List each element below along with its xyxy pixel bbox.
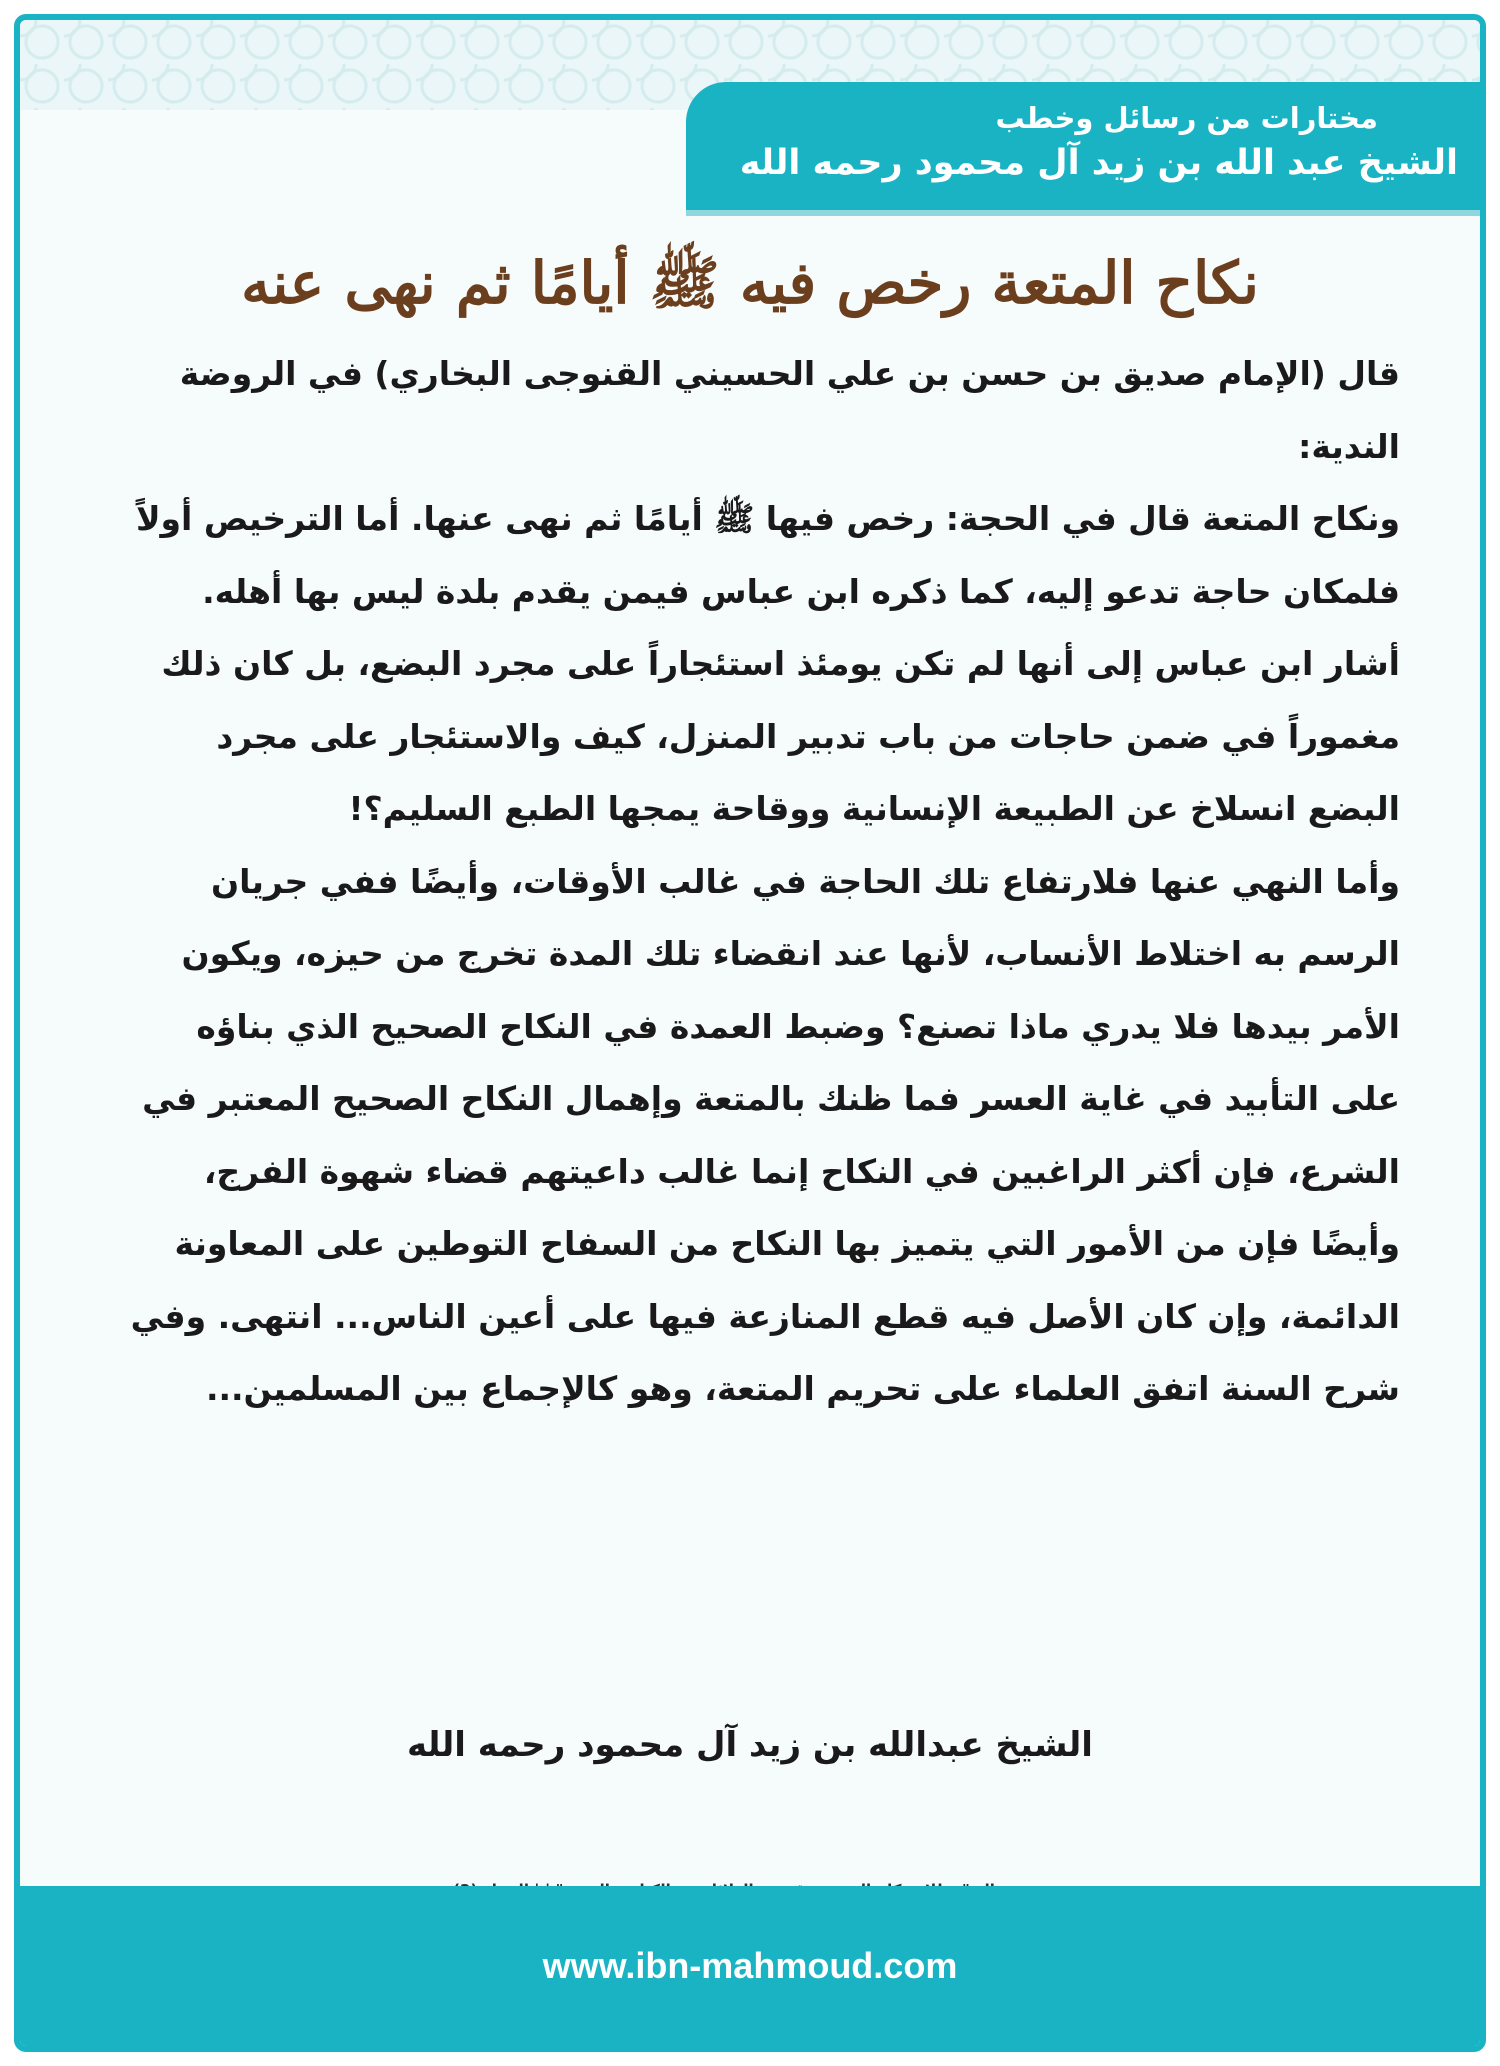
author-signature: الشيخ عبدالله بن زيد آل محمود رحمه الله [407,1725,1093,1765]
paragraph-intro: قال (الإمام صديق بن حسن بن علي الحسيني القنوجى البخاري) في الروضة الندية: [179,354,1400,466]
website-link[interactable]: www.ibn-mahmoud.com [542,1945,958,1986]
footer-bar [20,1886,1480,2046]
article-body [118,338,1400,1426]
paragraph-permission: ونكاح المتعة قال في الحجة: رخص فيها ﷺ أيامًا ثم نهى عنها. أما الترخيص أولاً فلمكان حاجة تدعو إليه، كما ذكره ابن عباس فيمن يقدم بلدة ليس بها أهله. أشار ابن عباس إلى أنها لم تكن يومئذ استئجاراً على مجرد البضع، بل كان ذلك مغموراً في ضمن حاجات من باب تدبير المنزل، كيف والاستئجار على مجرد البضع انسلاخ عن الطبيعة الإنسانية ووقاحة يمجها الطبع السليم؟! [135,499,1400,828]
series-title: مختارات من رسائل وخطب [995,101,1378,135]
author-title: الشيخ عبد الله بن زيد آل محمود رحمه الله [739,143,1458,183]
article-title: نكاح المتعة رخص فيه ﷺ أيامًا ثم نهى عنه [241,249,1259,317]
page-frame [14,14,1486,2052]
header-ribbon [686,82,1486,210]
paragraph-prohibition: وأما النهي عنها فلارتفاع تلك الحاجة في غالب الأوقات، وأيضًا ففي جريان الرسم به اختلاط الأنساب، لأنها عند انقضاء تلك المدة تخرج من حيزه، ويكون الأمر بيدها فلا يدري ماذا تصنع؟ وضبط العمدة في النكاح الصحيح الذي بناؤه على التأبيد في غاية العسر فما ظنك بالمتعة وإهمال النكاح الصحيح المعتبر في الشرع، فإن أكثر الراغبين في النكاح إنما غالب داعيتهم قضاء شهوة الفرج، وأيضًا فإن من الأمور التي يتميز بها النكاح من السفاح التوطين على المعاونة الدائمة، وإن كان الأصل فيه قطع المنازعة فيها على أعين الناس... انتهى. وفي شرح السنة اتفق العلماء على تحريم المتعة، وهو كالإجماع بين المسلمين... [130,861,1400,1408]
